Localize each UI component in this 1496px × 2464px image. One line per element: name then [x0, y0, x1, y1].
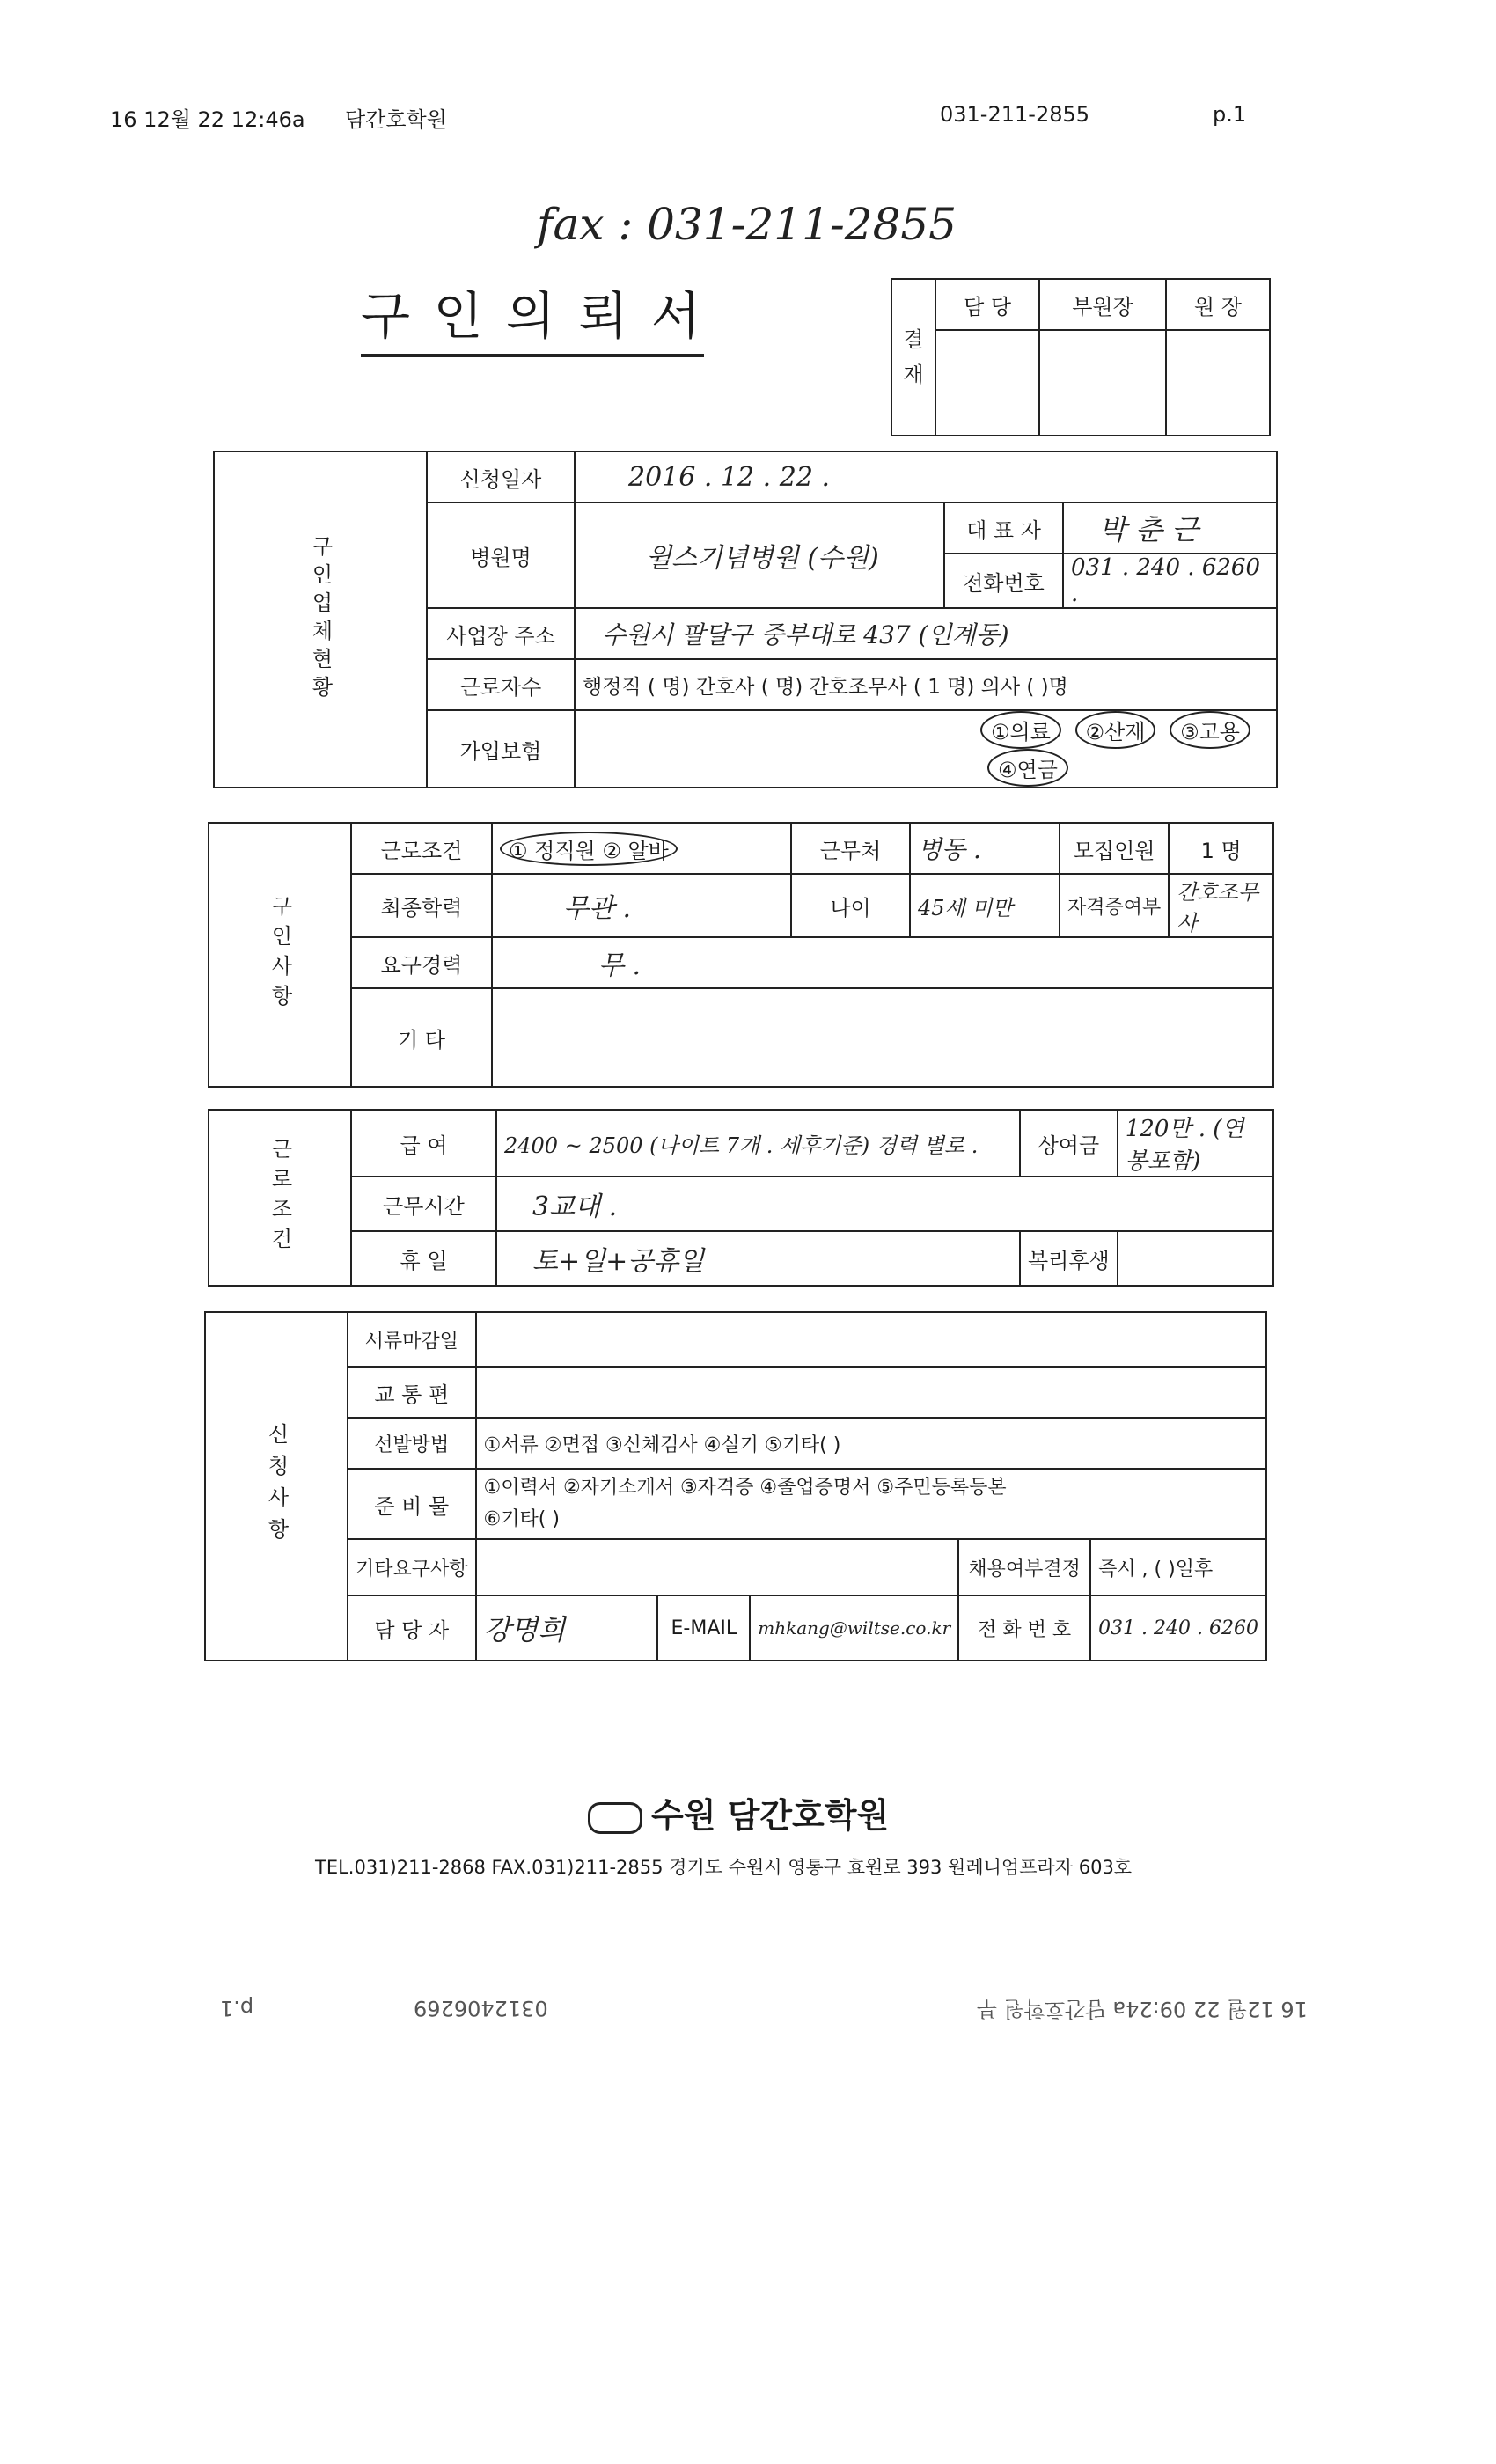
fax-page: p.1 — [1213, 102, 1247, 127]
bonus-label: 상여금 — [1020, 1110, 1118, 1177]
logo-icon — [588, 1802, 642, 1834]
email-label: E-MAIL — [657, 1595, 750, 1661]
edu-label: 최종학력 — [351, 874, 492, 937]
contact-name: 강명희 — [476, 1595, 658, 1661]
age-label: 나이 — [791, 874, 910, 937]
cond-circle: ① 정직원 ② 알바 — [500, 832, 678, 866]
tel-value: 031 . 240 . 6260 — [1090, 1595, 1266, 1661]
edu-value: 무관 . — [492, 874, 791, 937]
cert-label: 자격증여부 — [1060, 874, 1169, 937]
mirror-page: p.1 — [220, 1996, 254, 2020]
page-title: 구 인 의 뢰 서 — [361, 275, 704, 357]
cert-value: 간호조무사 — [1169, 874, 1273, 937]
rep-name: 박 춘 근 — [1063, 502, 1277, 554]
hours-label: 근무시간 — [351, 1177, 496, 1231]
fax-number: 031-211-2855 — [940, 102, 1090, 127]
phone-value: 031 . 240 . 6260 . — [1063, 554, 1277, 608]
apply-date: 2016 . 12 . 22 . — [575, 451, 1277, 502]
tel-label: 전 화 번 호 — [958, 1595, 1090, 1661]
cond-value — [492, 823, 791, 874]
rep-label: 대 표 자 — [944, 502, 1063, 554]
approval-sign-2 — [1039, 330, 1166, 436]
workers-value: 행정직 ( 명) 간호사 ( 명) 간호조무사 ( 1 명) 의사 ( )명 — [575, 659, 1277, 710]
prep-label: 준 비 물 — [348, 1469, 476, 1539]
bonus-value: 120만 . (연봉포함) — [1118, 1110, 1273, 1177]
insurance-4: ④연금 — [987, 749, 1068, 787]
handwritten-fax: fax : 031-211-2855 — [537, 199, 957, 250]
welfare-value — [1118, 1231, 1273, 1286]
email-value: mhkang@wiltse.co.kr — [750, 1595, 958, 1661]
transport-label: 교 통 편 — [348, 1367, 476, 1418]
hire-decision-label: 채용여부결정 — [958, 1539, 1090, 1595]
contact-label: 담 당 자 — [348, 1595, 476, 1661]
holiday-label: 휴 일 — [351, 1231, 496, 1286]
section-company-label: 구인업체현황 — [214, 451, 427, 788]
age-value: 45세 미만 — [910, 874, 1060, 937]
holiday-value: 토+일+공휴일 — [496, 1231, 1020, 1286]
select-value: ①서류 ②면접 ③신체검사 ④실기 ⑤기타( ) — [476, 1418, 1266, 1469]
etc-value — [492, 988, 1273, 1087]
place-label: 근무처 — [791, 823, 910, 874]
hire-label: 모집인원 — [1060, 823, 1169, 874]
transport-value — [476, 1367, 1266, 1418]
cond-label: 근로조건 — [351, 823, 492, 874]
workers-label: 근로자수 — [427, 659, 575, 710]
insurance-2: ②산재 — [1075, 711, 1156, 749]
mirror-number: 0312406269 — [414, 1996, 548, 2020]
pay-value: 2400 ~ 2500 (나이트 7개 . 세후기준) 경력 별로 . — [496, 1110, 1020, 1177]
fax-sender: 담간호학원 — [345, 107, 447, 132]
section-company — [213, 451, 1278, 788]
insurance-label: 가입보험 — [427, 710, 575, 788]
logo-text: 수원 담간호학원 — [651, 1796, 890, 1835]
section-requirements-label: 구인사항 — [209, 823, 351, 1087]
deadline-label: 서류마감일 — [348, 1312, 476, 1367]
approval-sign-3 — [1166, 330, 1270, 436]
hospital-name: 윌스기념병원 (수원) — [575, 502, 944, 608]
approval-col-2: 부원장 — [1039, 279, 1166, 330]
address-label: 사업장 주소 — [427, 608, 575, 659]
welfare-label: 복리후생 — [1020, 1231, 1118, 1286]
select-label: 선발방법 — [348, 1418, 476, 1469]
hospital-label: 병원명 — [427, 502, 575, 608]
hours-value: 3교대 . — [496, 1177, 1273, 1231]
insurance-3: ③고용 — [1170, 711, 1250, 749]
other-label: 기타요구사항 — [348, 1539, 476, 1595]
prep-line-1: ①이력서 ②자기소개서 ③자격증 ④졸업증명서 ⑤주민등록등본 — [483, 1477, 1007, 1499]
insurance-1: ①의료 — [980, 711, 1061, 749]
prep-line-2: ⑥기타( ) — [483, 1508, 560, 1530]
apply-date-label: 신청일자 — [427, 451, 575, 502]
career-value: 무 . — [492, 937, 1273, 988]
footer-logo — [588, 1788, 889, 1837]
approval-box — [891, 278, 1271, 436]
phone-label: 전화번호 — [944, 554, 1063, 608]
fax-datetime: 16 12월 22 12:46a — [110, 107, 305, 132]
insurance-options — [575, 710, 1277, 788]
approval-col-1: 담 당 — [935, 279, 1039, 330]
etc-label: 기 타 — [351, 988, 492, 1087]
place-value: 병동 . — [910, 823, 1060, 874]
section-work-conditions — [208, 1109, 1274, 1287]
mirror-sender: 16 12월 22 09:24a 담간호학원 부 — [977, 1997, 1308, 2021]
other-value — [476, 1539, 959, 1595]
section-requirements — [208, 822, 1274, 1088]
address-value: 수원시 팔달구 중부대로 437 (인계동) — [575, 608, 1277, 659]
hire-decision-value: 즉시 , ( )일후 — [1090, 1539, 1266, 1595]
deadline-value — [476, 1312, 1266, 1367]
hire-value: 1 명 — [1169, 823, 1273, 874]
approval-col-3: 원 장 — [1166, 279, 1270, 330]
career-label: 요구경력 — [351, 937, 492, 988]
section-work-label: 근로조건 — [209, 1110, 351, 1286]
approval-label: 결 재 — [891, 279, 935, 436]
footer-info: TEL.031)211-2868 FAX.031)211-2855 경기도 수원시 영통구 효원로 393 원레니엄프라자 603호 — [315, 1857, 1133, 1878]
section-application — [204, 1311, 1267, 1661]
pay-label: 급 여 — [351, 1110, 496, 1177]
prep-value — [476, 1469, 1266, 1539]
approval-sign-1 — [935, 330, 1039, 436]
section-application-label: 신청사항 — [205, 1312, 348, 1661]
